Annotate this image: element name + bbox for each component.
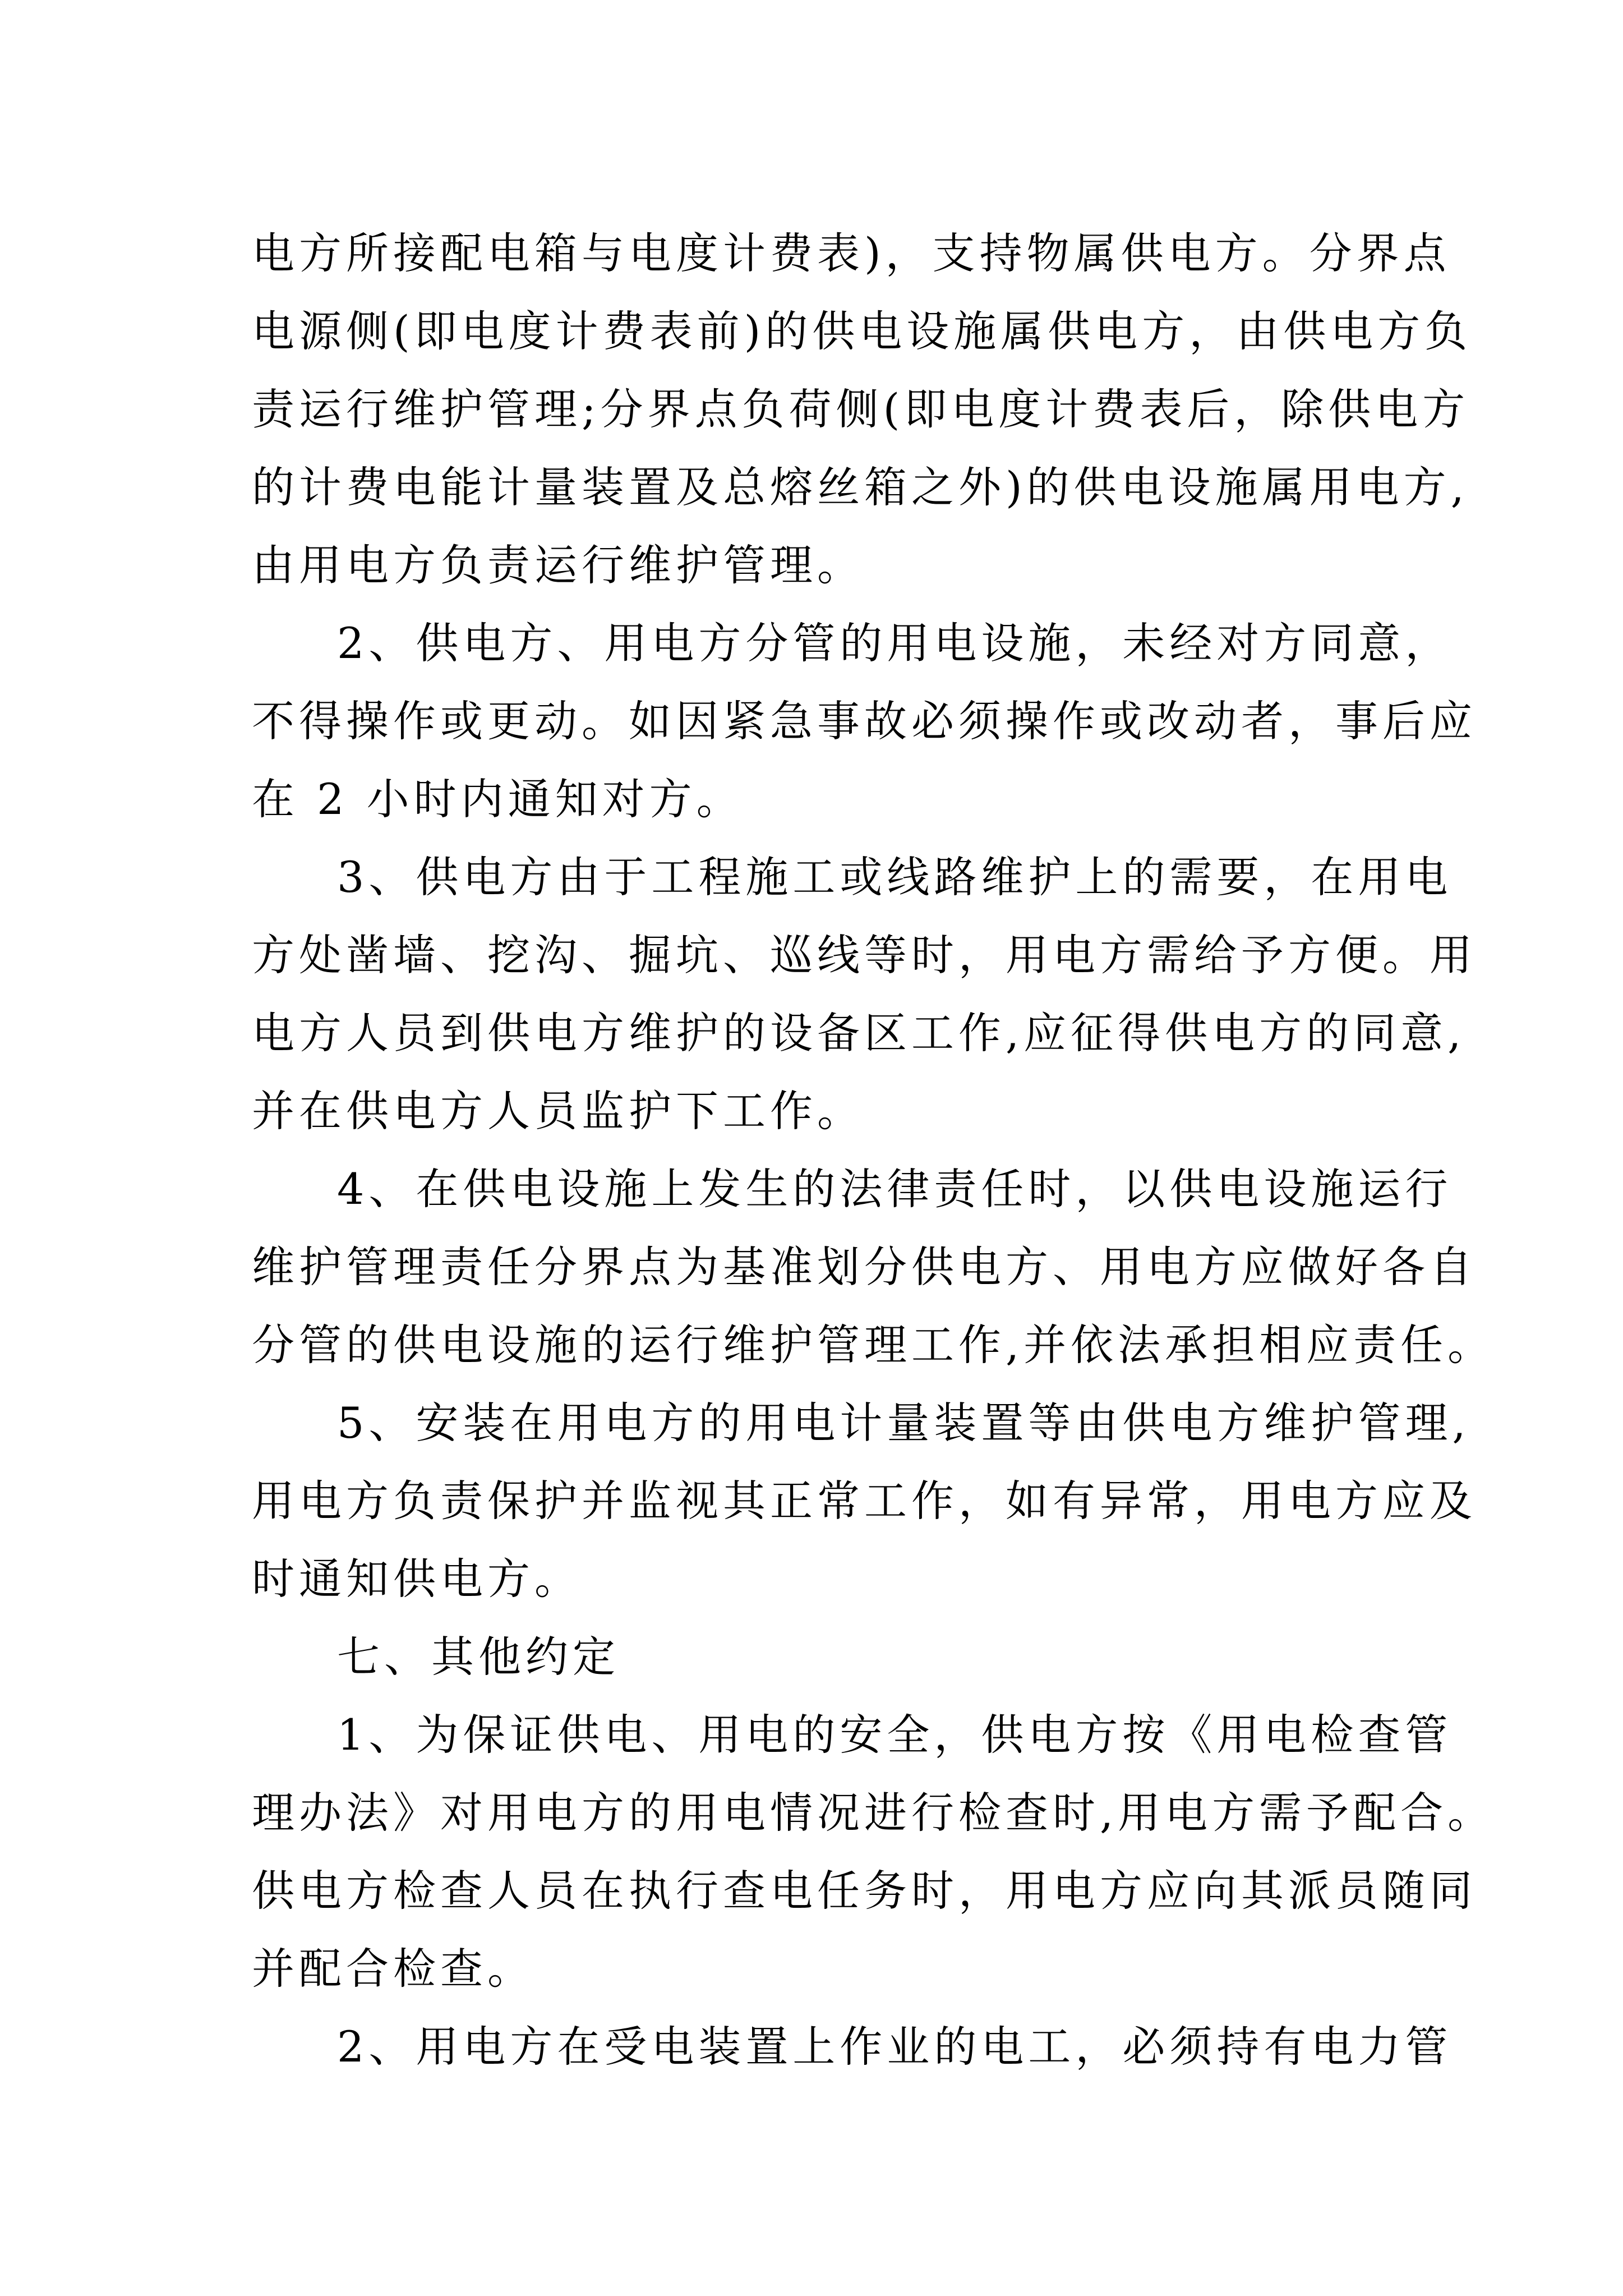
- text-line: 并在供电方人员监护下工作。: [252, 1086, 864, 1136]
- paragraph-first-line: 3、供电方由于工程施工或线路维护上的需要，在用电: [337, 852, 1453, 902]
- text-line: 供电方检查人员在执行查电任务时，用电方应向其派员随同: [252, 1866, 1477, 1916]
- text-line: 电方人员到供电方维护的设备区工作,应征得供电方的同意,: [252, 1008, 1466, 1058]
- paragraph-first-line: 4、在供电设施上发生的法律责任时，以供电设施运行: [337, 1164, 1453, 1214]
- text-line: 时通知供电方。: [252, 1554, 582, 1604]
- text-line: 用电方负责保护并监视其正常工作，如有异常，用电方应及: [252, 1476, 1477, 1526]
- text-line: 并配合检查。: [252, 1944, 534, 1994]
- text-line: 方处凿墙、挖沟、掘坑、巡线等时，用电方需给予方便。用: [252, 930, 1477, 980]
- text-line: 责运行维护管理;分界点负荷侧(即电度计费表后，除供电方: [252, 384, 1470, 434]
- section-heading: 七、其他约定: [337, 1632, 620, 1682]
- text-line: 分管的供电设施的运行维护管理工作,并依法承担相应责任。: [252, 1320, 1495, 1370]
- paragraph-first-line: 1、为保证供电、用电的安全，供电方按《用电检查管: [337, 1710, 1453, 1760]
- text-line: 在 2 小时内通知对方。: [252, 774, 744, 824]
- text-line: 电方所接配电箱与电度计费表)，支持物属供电方。分界点: [252, 228, 1451, 278]
- paragraph-first-line: 2、用电方在受电装置上作业的电工，必须持有电力管: [337, 2022, 1453, 2072]
- text-line: 由用电方负责运行维护管理。: [252, 540, 864, 590]
- text-line: 的计费电能计量装置及总熔丝箱之外)的供电设施属用电方,: [252, 462, 1469, 512]
- paragraph-first-line: 2、供电方、用电方分管的用电设施，未经对方同意，: [337, 618, 1453, 668]
- text-line: 维护管理责任分界点为基准划分供电方、用电方应做好各自: [252, 1242, 1477, 1292]
- text-line: 理办法》对用电方的用电情况进行检查时,用电方需予配合。: [252, 1788, 1495, 1838]
- text-line: 电源侧(即电度计费表前)的供电设施属供电方，由供电方负: [252, 306, 1472, 356]
- paragraph-first-line: 5、安装在用电方的用电计量装置等由供电方维护管理,: [337, 1398, 1470, 1448]
- text-line: 不得操作或更动。如因紧急事故必须操作或改动者，事后应: [252, 696, 1477, 746]
